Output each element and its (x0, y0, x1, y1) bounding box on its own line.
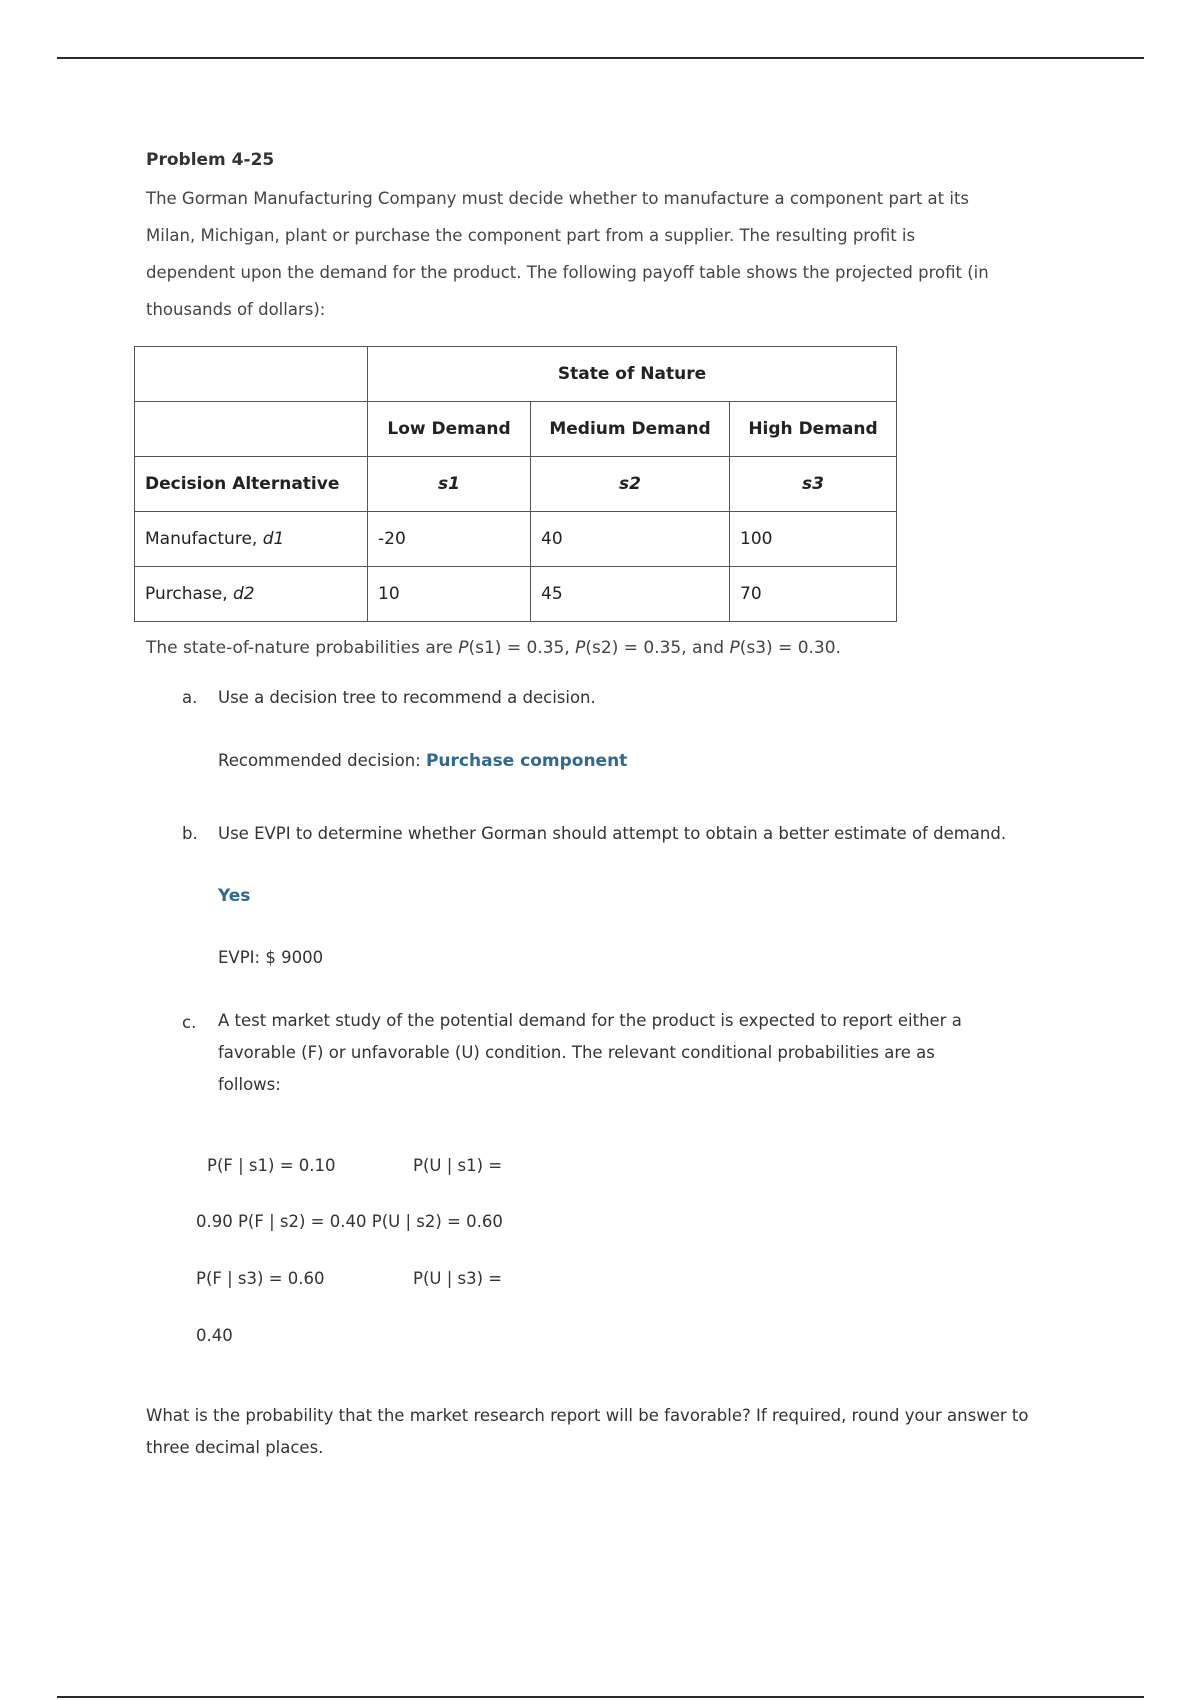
question-c-line: follows: (218, 1075, 281, 1094)
table-row (135, 567, 897, 622)
payoff-cell: 100 (730, 512, 897, 567)
payoff-cell: 45 (531, 567, 730, 622)
empty-cell (135, 402, 368, 457)
intro-line: The Gorman Manufacturing Company must decide whether to manufacture a component part at its (146, 189, 970, 208)
question-c-letter: c. (182, 1013, 197, 1032)
table-row (135, 457, 897, 512)
intro-line: thousands of dollars): (146, 300, 326, 319)
payoff-table (134, 346, 897, 622)
state-s1-header: s1 (368, 457, 531, 512)
intro-line: dependent upon the demand for the product. The following payoff table shows the projected profit (in (146, 263, 989, 282)
recommended-decision: Recommended decision: Purchase component (218, 751, 628, 771)
decision-alternative-header: Decision Alternative (135, 457, 368, 512)
state-s3-header: s3 (730, 457, 897, 512)
question-c-line: favorable (F) or unfavorable (U) condition. The relevant conditional probabilities are as (218, 1043, 935, 1062)
table-row (135, 402, 897, 457)
evpi-answer-yes: Yes (218, 886, 251, 906)
payoff-cell: 40 (531, 512, 730, 567)
low-demand-header: Low Demand (368, 402, 531, 457)
table-row (135, 512, 897, 567)
row-label-manufacture: Manufacture, d1 (135, 512, 368, 567)
state-of-nature-header: State of Nature (368, 347, 897, 402)
empty-cell (135, 347, 368, 402)
state-s2-header: s2 (531, 457, 730, 512)
question-b-text: Use EVPI to determine whether Gorman should attempt to obtain a better estimate of demand. (218, 824, 1007, 843)
payoff-cell: 70 (730, 567, 897, 622)
problem-intro (146, 180, 1086, 328)
cond-prob-last: 0.40 (196, 1326, 233, 1345)
medium-demand-header: Medium Demand (531, 402, 730, 457)
cond-prob-f-s3: P(F | s3) = 0.60 (196, 1269, 325, 1288)
intro-line: Milan, Michigan, plant or purchase the component part from a supplier. The resulting profit is (146, 226, 916, 245)
payoff-cell: -20 (368, 512, 531, 567)
question-a-letter: a. (182, 688, 198, 707)
question-c-text (218, 1005, 1078, 1101)
table-row (135, 347, 897, 402)
question-c-line: A test market study of the potential demand for the product is expected to report either a (218, 1011, 962, 1030)
row-label-purchase: Purchase, d2 (135, 567, 368, 622)
top-rule (57, 57, 1144, 59)
payoff-cell: 10 (368, 567, 531, 622)
recommended-decision-answer: Purchase component (425, 751, 628, 771)
question-a-text: Use a decision tree to recommend a decision. (218, 688, 596, 707)
evpi-value: EVPI: $ 9000 (218, 948, 324, 967)
bottom-rule (57, 1696, 1144, 1698)
state-probabilities: The state-of-nature probabilities are P(s1) = 0.35, P(s2) = 0.35, and P(s3) = 0.30. (146, 638, 841, 658)
cond-prob-u-s1: P(U | s1) = (413, 1156, 503, 1175)
cond-prob-line2: 0.90 P(F | s2) = 0.40 P(U | s2) = 0.60 (196, 1212, 503, 1231)
high-demand-header: High Demand (730, 402, 897, 457)
cond-prob-f-s1: P(F | s1) = 0.10 (207, 1156, 336, 1175)
final-question: What is the probability that the market research report will be favorable? If required, round your answer to three decimal places. (146, 1406, 1029, 1457)
cond-prob-u-s3: P(U | s3) = (413, 1269, 503, 1288)
question-b-letter: b. (182, 824, 198, 843)
problem-title: Problem 4-25 (146, 150, 275, 170)
